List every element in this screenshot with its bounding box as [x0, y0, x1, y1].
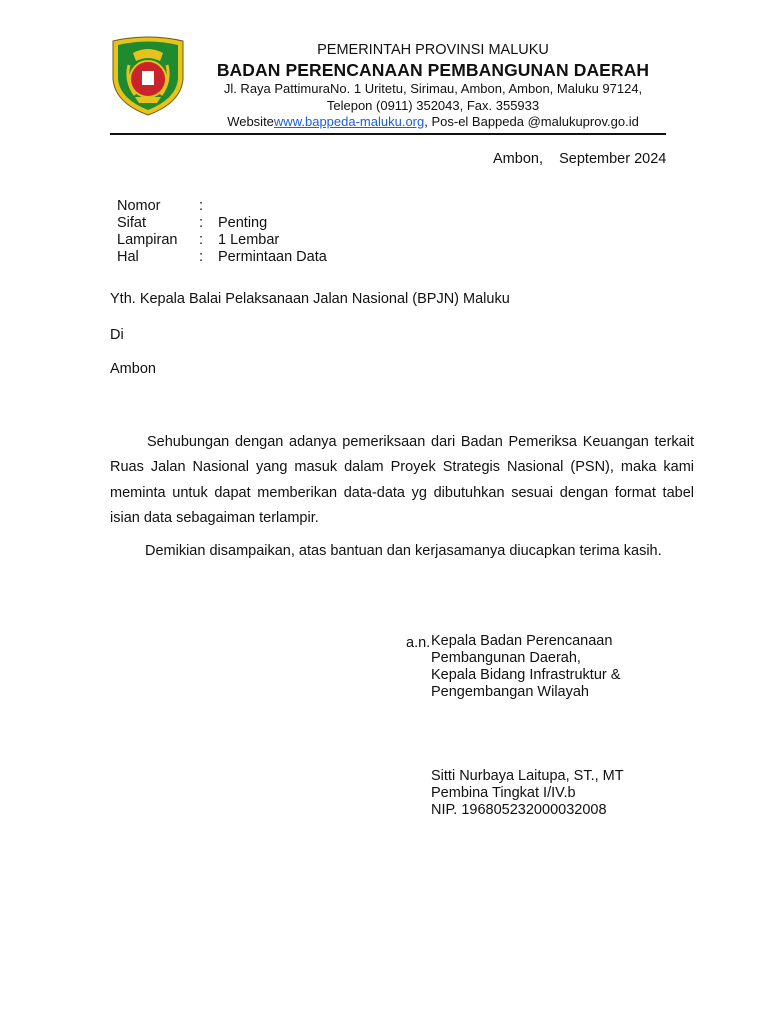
meta-colon: :: [199, 215, 204, 231]
signature-title-line: Pengembangan Wilayah: [431, 684, 589, 700]
date-line: [493, 151, 666, 167]
meta-key: Nomor: [117, 198, 161, 214]
signature-title: [431, 633, 620, 701]
address-line-1: Jl. Raya PattimuraNo. 1 Uritetu, Sirimau, Ambon, Ambon, Maluku 97124,: [223, 81, 643, 96]
government-name: PEMERINTAH PROVINSI MALUKU: [317, 42, 549, 58]
meta-row-hal: [117, 249, 327, 266]
meta-colon: :: [199, 249, 204, 265]
signature-title-line: Kepala Badan Perencanaan: [431, 633, 613, 649]
meta-row-nomor: [117, 198, 327, 215]
email-text: , Pos-el Bappeda @malukuprov.go.id: [424, 114, 639, 129]
website-label: Website: [227, 114, 274, 129]
address-line-2: Telepon (0911) 352043, Fax. 355933: [326, 97, 540, 113]
date-value: September 2024: [559, 151, 667, 167]
meta-value: 1 Lembar: [218, 232, 280, 248]
letter-meta: [117, 198, 327, 266]
body-paragraph-1: Sehubungan dengan adanya pemeriksaan dari Badan Pemeriksa Keuangan terkait Ruas Jalan Nasional yang masuk dalam Proyek Strategis Nasional (PSN), maka kami meminta untuk dapat memberikan data-data yg dibutuhkan sesuai dengan format tabel isian data sebagaiman terlampir.: [110, 434, 694, 526]
meta-colon: :: [199, 198, 204, 214]
meta-row-sifat: [117, 215, 327, 232]
website-link[interactable]: www.bappeda-maluku.org: [273, 114, 425, 129]
provincial-emblem-icon: [109, 35, 187, 117]
signature-title-line: Pembangunan Daerah,: [431, 650, 581, 666]
meta-colon: :: [199, 232, 204, 248]
meta-key: Sifat: [117, 215, 147, 231]
meta-row-lampiran: [117, 232, 327, 249]
signatory-rank: Pembina Tingkat I/IV.b: [431, 785, 576, 801]
signatory-nip: NIP. 196805232000032008: [431, 802, 607, 818]
signature-prefix: a.n.: [406, 635, 431, 651]
contact-line: [190, 114, 676, 131]
signatory-name: Sitti Nurbaya Laitupa, ST., MT: [431, 768, 624, 784]
letterhead-divider: [110, 133, 666, 135]
recipient-city: Ambon: [110, 361, 156, 377]
signature-title-line: Kepala Bidang Infrastruktur &: [431, 667, 621, 683]
letterhead: [190, 42, 676, 131]
recipient-di: Di: [110, 327, 124, 343]
meta-key: Lampiran: [117, 232, 178, 248]
signatory-block: [431, 768, 624, 819]
recipient-line: Yth. Kepala Balai Pelaksanaan Jalan Nasional (BPJN) Maluku: [110, 291, 510, 307]
body-paragraph-2: Demikian disampaikan, atas bantuan dan kerjasamanya diucapkan terima kasih.: [145, 543, 662, 559]
meta-value: Permintaan Data: [218, 249, 327, 265]
meta-value: Penting: [218, 215, 268, 231]
meta-key: Hal: [117, 249, 139, 265]
agency-name: BADAN PERENCANAAN PEMBANGUNAN DAERAH: [216, 60, 650, 80]
date-place: Ambon,: [493, 151, 543, 167]
